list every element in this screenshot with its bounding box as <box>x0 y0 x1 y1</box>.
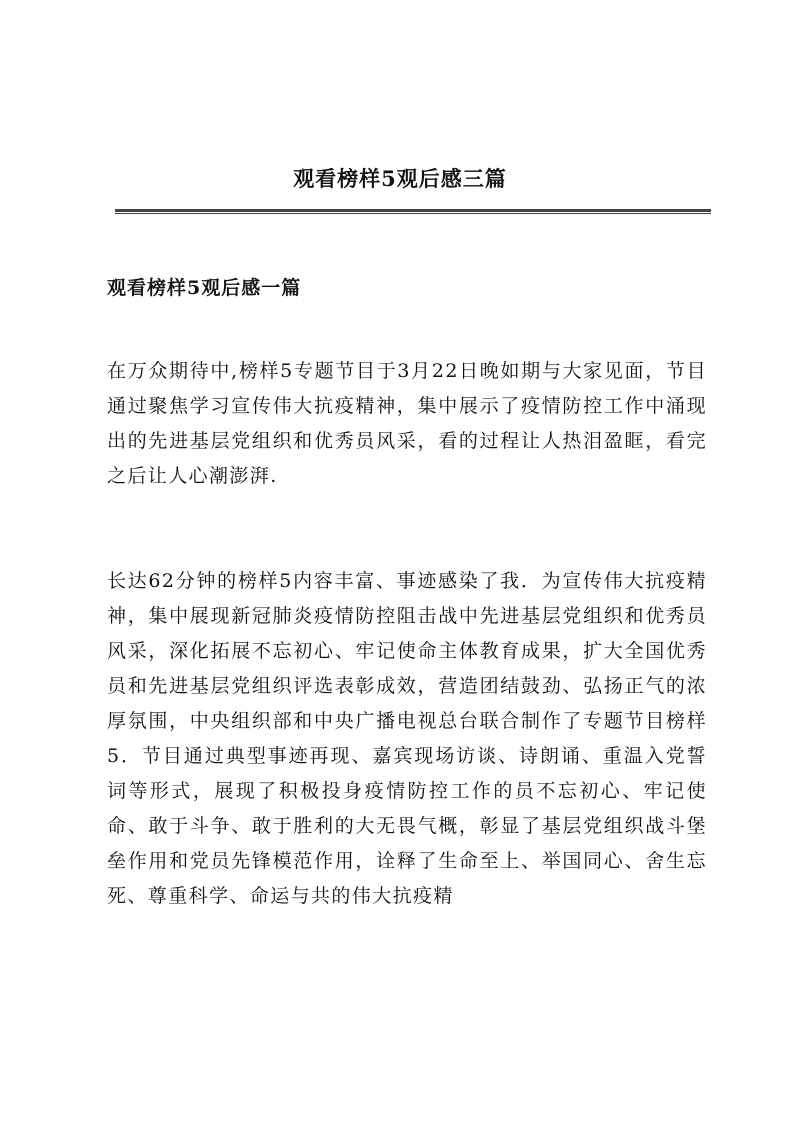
page-title: 观看榜样5观后感三篇 <box>293 166 507 191</box>
section-heading: 观看榜样5观后感一篇 <box>107 277 302 299</box>
paragraph-1: 在万众期待中,榜样5专题节目于3月22日晚如期与大家见面，节目通过聚焦学习宣传伟大抗疫精神，集中展示了疫情防控工作中涌现出的先进基层党组织和优秀员风采，看的过程让人热泪盈眶，看完之后让人心潮澎湃. <box>107 360 707 487</box>
paragraph-2: 长达62分钟的榜样5内容丰富、事迹感染了我．为宣传伟大抗疫精神，集中展现新冠肺炎疫情防控阻击战中先进基层党组织和优秀员风采，深化拓展不忘初心、牢记使命主体教育成果，扩大全国优秀员和先进基层党组织评选表彰成效，营造团结鼓劲、弘扬正气的浓厚氛围，中央组织部和中央广播电视总台联合制作了专题节目榜样5．节目通过典型事迹再现、嘉宾现场访谈、诗朗诵、重温入党誓词等形式，展现了积极投身疫情防控工作的员不忘初心、牢记使命、敢于斗争、敢于胜利的大无畏气概，彰显了基层党组织战斗堡垒作用和党员先锋模范作用，诠释了生命至上、举国同心、舍生忘死、尊重科学、命运与共的伟大抗疫精 <box>107 570 707 907</box>
title-divider <box>115 209 711 214</box>
